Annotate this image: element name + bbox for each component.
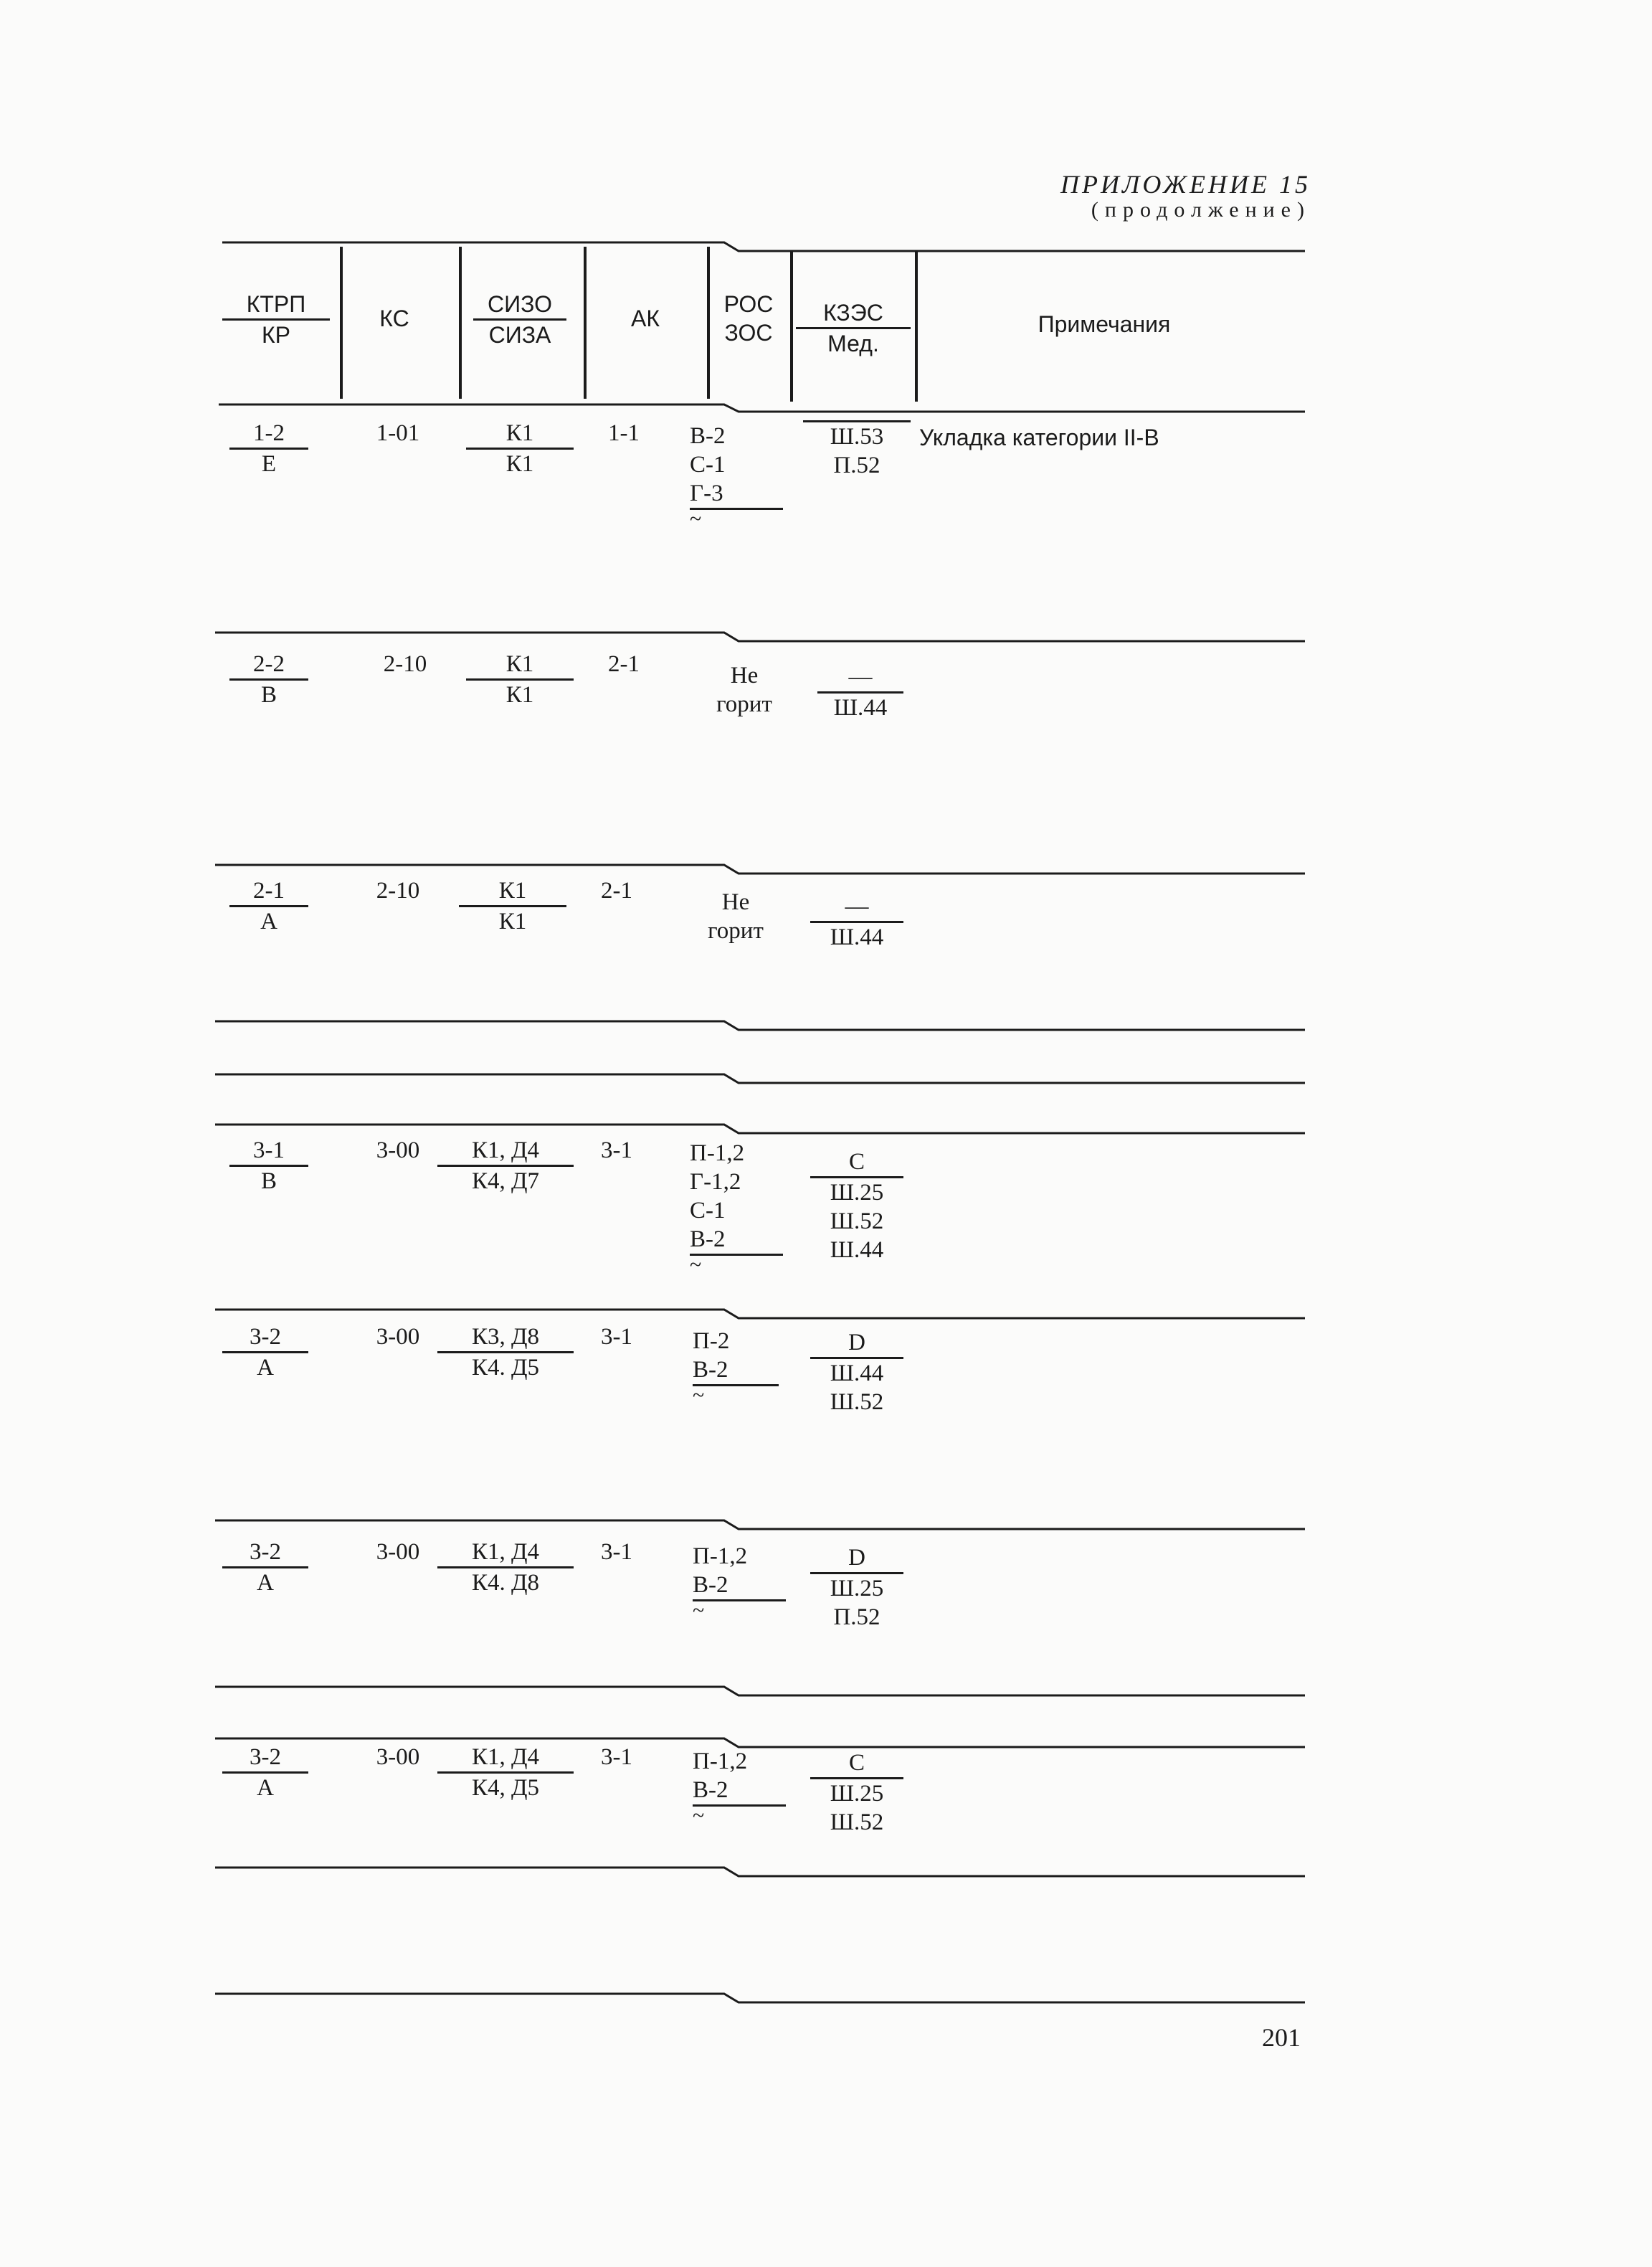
ktrp-value: 3-2 xyxy=(250,1324,281,1350)
kzes-value: D xyxy=(848,1330,865,1355)
table-top-rule xyxy=(0,229,1652,258)
med-value: Ш.44 xyxy=(810,1357,903,1388)
cell-ktrp-kr xyxy=(229,419,308,478)
cell-kzes-med xyxy=(817,663,903,722)
sizo-value: К1 xyxy=(505,651,534,677)
row-rule xyxy=(0,1857,1652,1886)
ks-value: 3-00 xyxy=(376,1539,420,1565)
ros-line: В-2 xyxy=(690,1225,783,1256)
cell-ktrp-kr xyxy=(222,1322,308,1382)
header-med: Мед. xyxy=(796,327,911,358)
ros-line: П-2 xyxy=(693,1328,730,1354)
ros-zos-list xyxy=(693,888,779,945)
siza-value: К4, Д5 xyxy=(437,1771,574,1802)
page-number: 201 xyxy=(1262,2023,1301,2052)
kr-value: А xyxy=(222,1566,308,1597)
ros-line: В-2 xyxy=(693,1355,779,1386)
kzes-value: С xyxy=(848,1750,865,1776)
ks-value: 3-00 xyxy=(376,1324,420,1350)
med-extra-value: Ш.52 xyxy=(830,1208,884,1234)
kr-value: В xyxy=(229,1165,308,1196)
med-value: Ш.53 xyxy=(803,420,911,451)
header-zos: ЗОС xyxy=(724,320,773,346)
header-ktrp: КТРП xyxy=(246,291,306,317)
cell-kzes-med xyxy=(810,1147,903,1264)
table-bottom-rule xyxy=(0,1984,1652,2012)
ktrp-value: 2-1 xyxy=(253,878,285,904)
cell-kzes-med xyxy=(810,1748,903,1837)
cell-sizo-siza xyxy=(459,876,566,936)
ks-value: 1-01 xyxy=(376,420,420,446)
ros-line: П-1,2 xyxy=(690,1140,745,1166)
ros-line: Не xyxy=(730,663,759,688)
med-value: Ш.44 xyxy=(817,691,903,722)
column-divider xyxy=(707,247,710,399)
cell-ktrp-kr xyxy=(229,876,308,936)
column-divider xyxy=(790,251,793,402)
row-rule xyxy=(0,623,1652,651)
cell-kzes-med xyxy=(810,1328,903,1416)
row-rule xyxy=(0,1064,1652,1093)
siza-value: К1 xyxy=(459,905,566,936)
ak-value: 2-1 xyxy=(608,651,640,677)
kr-value: В xyxy=(229,678,308,709)
column-divider xyxy=(584,247,587,399)
header-kr: КР xyxy=(222,318,330,349)
cell-kzes-med xyxy=(810,892,903,952)
appendix-subtitle: (продолжение) xyxy=(1091,198,1311,222)
sizo-value: К1, Д4 xyxy=(471,1744,540,1770)
ak-value: 3-1 xyxy=(601,1137,632,1163)
siza-value: К4, Д7 xyxy=(437,1165,574,1196)
appendix-title: ПРИЛОЖЕНИЕ 15 xyxy=(1060,170,1311,199)
header-ak: АК xyxy=(631,306,660,331)
ros-line: В-2 xyxy=(693,1776,786,1807)
kr-value: А xyxy=(222,1351,308,1382)
med-extra-value: П.52 xyxy=(833,453,880,478)
ros-zos-list xyxy=(693,1542,786,1620)
cell-sizo-siza xyxy=(466,419,574,478)
sizo-value: К1 xyxy=(498,878,527,904)
header-notes: Примечания xyxy=(1038,311,1171,337)
ak-value: 3-1 xyxy=(601,1744,632,1770)
ros-zos-list xyxy=(690,1139,783,1277)
cell-kzes-med xyxy=(803,420,911,480)
ros-line: Г-3 xyxy=(690,479,783,510)
tilde-mark: ~ xyxy=(693,1383,705,1407)
header-ros-zos xyxy=(713,290,784,347)
med-extra-value: Ш.52 xyxy=(830,1389,884,1415)
cell-ktrp-kr xyxy=(222,1538,308,1597)
siza-value: К1 xyxy=(466,448,574,478)
header-siza: СИЗА xyxy=(473,318,566,349)
ros-zos-list xyxy=(690,422,783,529)
row-rule xyxy=(0,1510,1652,1539)
ak-value: 1-1 xyxy=(608,420,640,446)
med-extra-value: П.52 xyxy=(833,1604,880,1630)
ros-line: горит xyxy=(716,691,772,717)
ak-value: 3-1 xyxy=(601,1324,632,1350)
sizo-value: К1 xyxy=(505,420,534,446)
cell-sizo-siza xyxy=(437,1743,574,1802)
kr-value: Е xyxy=(229,448,308,478)
row-rule xyxy=(0,1011,1652,1040)
ros-line: Не xyxy=(721,889,750,915)
ros-line: С-1 xyxy=(690,452,726,478)
cell-sizo-siza xyxy=(437,1322,574,1382)
med-extra-value: Ш.52 xyxy=(830,1809,884,1835)
sizo-value: К1, Д4 xyxy=(471,1137,540,1163)
cell-kzes-med xyxy=(810,1543,903,1632)
tilde-mark: ~ xyxy=(690,1253,702,1277)
ros-zos-list xyxy=(693,1747,786,1825)
row-rule xyxy=(0,1677,1652,1705)
ks-value: 3-00 xyxy=(376,1137,420,1163)
ros-line: Г-1,2 xyxy=(690,1169,741,1195)
sizo-value: К1, Д4 xyxy=(471,1539,540,1565)
ros-line: П-1,2 xyxy=(693,1543,748,1569)
ktrp-value: 3-2 xyxy=(250,1539,281,1565)
cell-sizo-siza xyxy=(437,1538,574,1597)
ak-value: 2-1 xyxy=(601,878,632,904)
tilde-mark: ~ xyxy=(693,1804,705,1827)
siza-value: К4. Д5 xyxy=(437,1351,574,1382)
cell-sizo-siza xyxy=(437,1136,574,1196)
ktrp-value: 2-2 xyxy=(253,651,285,677)
header-kzes: КЗЭС xyxy=(823,300,883,326)
kr-value: А xyxy=(229,905,308,936)
siza-value: К1 xyxy=(466,678,574,709)
ros-line: В-2 xyxy=(693,1571,786,1601)
med-value: Ш.44 xyxy=(810,921,903,952)
med-value: Ш.25 xyxy=(810,1777,903,1808)
ks-value: 3-00 xyxy=(376,1744,420,1770)
cell-ktrp-kr xyxy=(229,650,308,709)
column-divider xyxy=(915,251,918,402)
header-sizo-siza xyxy=(473,290,566,349)
ktrp-value: 1-2 xyxy=(253,420,285,446)
cell-sizo-siza xyxy=(466,650,574,709)
ktrp-value: 3-1 xyxy=(253,1137,285,1163)
kzes-value: — xyxy=(848,664,873,690)
header-ks: КС xyxy=(379,306,409,331)
ks-value: 2-10 xyxy=(376,878,420,904)
ros-line: В-2 xyxy=(690,423,726,449)
column-divider xyxy=(459,247,462,399)
ros-line: С-1 xyxy=(690,1198,726,1224)
header-sizo: СИЗО xyxy=(488,291,552,317)
ktrp-value: 3-2 xyxy=(250,1744,281,1770)
med-value: Ш.25 xyxy=(810,1572,903,1603)
ks-value: 2-10 xyxy=(383,651,427,677)
note-text: Укладка категории II-В xyxy=(919,425,1159,450)
med-value: Ш.25 xyxy=(810,1176,903,1207)
kzes-value: — xyxy=(845,894,869,919)
ros-zos-list xyxy=(701,661,787,719)
ros-line: горит xyxy=(708,918,764,944)
cell-ktrp-kr xyxy=(222,1743,308,1802)
tilde-mark: ~ xyxy=(693,1599,705,1622)
sizo-value: К3, Д8 xyxy=(471,1324,540,1350)
ak-value: 3-1 xyxy=(601,1539,632,1565)
header-kzes-med xyxy=(796,298,911,358)
kzes-value: С xyxy=(848,1149,865,1175)
kr-value: А xyxy=(222,1771,308,1802)
med-extra-value: Ш.44 xyxy=(830,1237,884,1263)
tilde-mark: ~ xyxy=(690,507,702,531)
header-ktrp-kr xyxy=(222,290,330,349)
header-ros: РОС xyxy=(723,291,774,317)
ros-zos-list xyxy=(693,1327,779,1405)
cell-ktrp-kr xyxy=(229,1136,308,1196)
siza-value: К4. Д8 xyxy=(437,1566,574,1597)
ros-line: П-1,2 xyxy=(693,1748,748,1774)
column-divider xyxy=(340,247,343,399)
kzes-value: D xyxy=(848,1545,865,1571)
